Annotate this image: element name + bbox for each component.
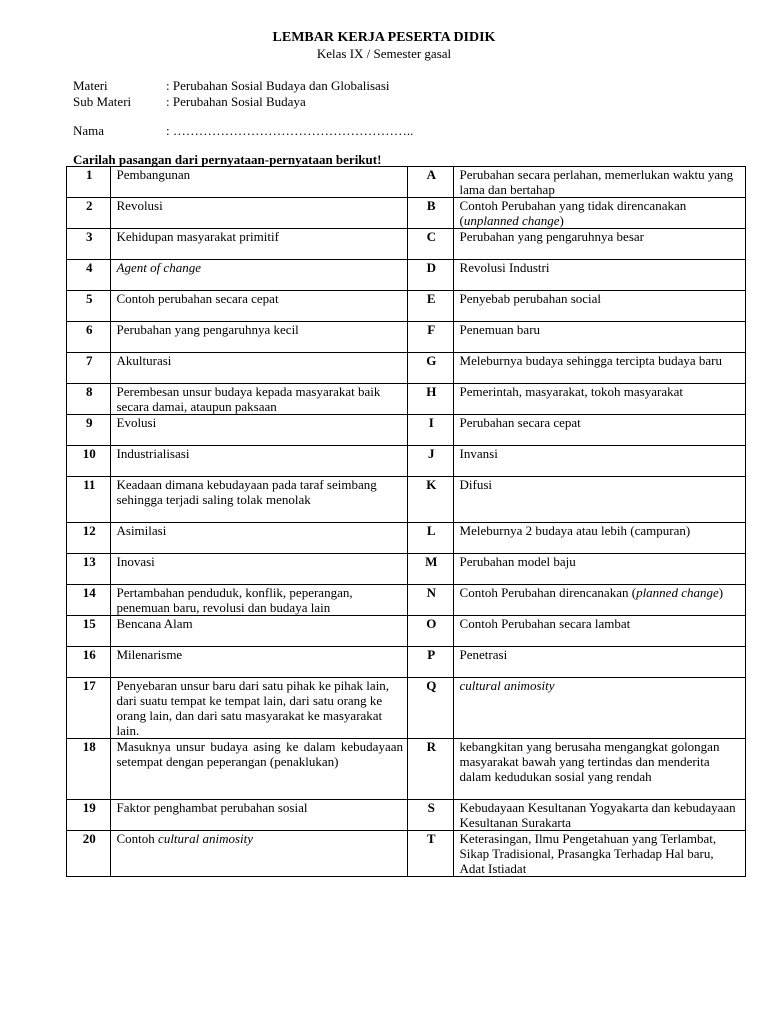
table-row [67,167,746,198]
statement-right-text: Contoh Perubahan direncanakan ( [459,585,637,600]
row-number: 15 [67,616,111,647]
statement-left: Akulturasi [110,353,408,384]
row-number: 9 [67,415,111,446]
table-row [67,739,746,800]
table-row [67,616,746,647]
materi-value: : Perubahan Sosial Budaya dan Globalisasi [166,78,390,93]
statement-right [453,678,745,739]
statement-right: Penemuan baru [453,322,745,353]
statement-left: Masuknya unsur budaya asing ke dalam kebudayaan setempat dengan peperangan (penaklukan) [110,739,408,800]
statement-right: Keterasingan, Ilmu Pengetahuan yang Terlambat, Sikap Tradisional, Prasangka Terhadap Hal baru, Adat Istiadat [453,831,745,877]
option-letter: G [408,353,454,384]
table-row [67,523,746,554]
option-letter: B [408,198,454,229]
row-number: 20 [67,831,111,877]
row-number: 7 [67,353,111,384]
table-row [67,585,746,616]
option-letter: D [408,260,454,291]
statement-left: Milenarisme [110,647,408,678]
statement-left: Industrialisasi [110,446,408,477]
row-number: 16 [67,647,111,678]
statement-right: Perubahan yang pengaruhnya besar [453,229,745,260]
nama-label: Nama [73,123,105,138]
row-number: 14 [67,585,111,616]
statement-left: Revolusi [110,198,408,229]
nama-field: : ……………………………………………….. [166,123,414,138]
table-row [67,322,746,353]
table-row [67,260,746,291]
option-letter: N [408,585,454,616]
worksheet-title: LEMBAR KERJA PESERTA DIDIK [272,30,496,45]
statement-left-italic: Agent of change [116,260,201,275]
statement-left: Evolusi [110,415,408,446]
statement-right-italic: unplanned change [463,213,560,228]
option-letter: K [408,477,454,523]
table-row [67,800,746,831]
option-letter: P [408,647,454,678]
statement-right-suffix: ) [559,213,564,228]
table-row [67,291,746,322]
row-number: 18 [67,739,111,800]
option-letter: R [408,739,454,800]
statement-right: Pemerintah, masyarakat, tokoh masyarakat [453,384,745,415]
option-letter: A [408,167,454,198]
row-number: 12 [67,523,111,554]
statement-left: Kehidupan masyarakat primitif [110,229,408,260]
option-letter: E [408,291,454,322]
statement-left: Asimilasi [110,523,408,554]
row-number: 8 [67,384,111,415]
statement-left: Perembesan unsur budaya kepada masyarakat baik secara damai, ataupun paksaan [110,384,408,415]
submateri-value: : Perubahan Sosial Budaya [166,94,306,109]
statement-left: Perubahan yang pengaruhnya kecil [110,322,408,353]
statement-right [453,585,745,616]
statement-right: Invansi [453,446,745,477]
row-number: 3 [67,229,111,260]
table-row [67,554,746,585]
statement-left-italic: cultural animosity [158,831,254,846]
table-row [67,831,746,877]
table-row [67,415,746,446]
row-number: 19 [67,800,111,831]
row-number: 6 [67,322,111,353]
statement-right: Meleburnya budaya sehingga tercipta budaya baru [453,353,745,384]
row-number: 1 [67,167,111,198]
statement-right: Meleburnya 2 budaya atau lebih (campuran) [453,523,745,554]
table-row [67,229,746,260]
statement-right: Perubahan model baju [453,554,745,585]
statement-left: Keadaan dimana kebudayaan pada taraf seimbang sehingga terjadi saling tolak menolak [110,477,408,523]
table-row [67,477,746,523]
statement-right: kebangkitan yang berusaha mengangkat golongan masyarakat bawah yang tertindas dan menderita dalam kedudukan sosial yang rendah [453,739,745,800]
statement-right: Perubahan secara cepat [453,415,745,446]
statement-right-italic: cultural animosity [459,678,555,693]
statement-right: Difusi [453,477,745,523]
option-letter: S [408,800,454,831]
statement-left: Faktor penghambat perubahan sosial [110,800,408,831]
statement-right: Perubahan secara perlahan, memerlukan waktu yang lama dan bertahap [453,167,745,198]
option-letter: O [408,616,454,647]
table-row [67,678,746,739]
row-number: 17 [67,678,111,739]
row-number: 10 [67,446,111,477]
submateri-label: Sub Materi [73,94,132,109]
statement-left: Contoh perubahan secara cepat [110,291,408,322]
statement-left [110,831,408,877]
option-letter: L [408,523,454,554]
table-row [67,353,746,384]
statement-left: Inovasi [110,554,408,585]
table-row [67,384,746,415]
option-letter: I [408,415,454,446]
statement-left: Penyebaran unsur baru dari satu pihak ke pihak lain, dari suatu tempat ke tempat lain, dari satu orang ke orang lain, dan dari satu masyarakat ke masyarakat lain. [110,678,408,739]
statement-left: Bencana Alam [110,616,408,647]
option-letter: Q [408,678,454,739]
row-number: 2 [67,198,111,229]
row-number: 13 [67,554,111,585]
statement-left [110,260,408,291]
matching-table [66,166,746,877]
option-letter: F [408,322,454,353]
statement-left-text: Contoh [116,831,159,846]
option-letter: C [408,229,454,260]
statement-right: Contoh Perubahan secara lambat [453,616,745,647]
row-number: 4 [67,260,111,291]
statement-right-suffix: ) [718,585,724,600]
option-letter: M [408,554,454,585]
statement-right-italic: planned change [636,585,719,600]
statement-right: Penetrasi [453,647,745,678]
table-row [67,446,746,477]
row-number: 5 [67,291,111,322]
row-number: 11 [67,477,111,523]
worksheet-subtitle: Kelas IX / Semester gasal [316,46,452,61]
table-row [67,198,746,229]
option-letter: J [408,446,454,477]
statement-left: Pembangunan [110,167,408,198]
statement-left: Pertambahan penduduk, konflik, peperangan, penemuan baru, revolusi dan budaya lain [110,585,408,616]
statement-right: Penyebab perubahan social [453,291,745,322]
statement-right-text: Contoh Perubahan yang tidak direncanakan ( [459,198,687,228]
instruction-text: Carilah pasangan dari pernyataan-pernyataan berikut! [73,152,382,167]
option-letter: T [408,831,454,877]
statement-right: Revolusi Industri [453,260,745,291]
statement-right: Kebudayaan Kesultanan Yogyakarta dan kebudayaan Kesultanan Surakarta [453,800,745,831]
materi-label: Materi [73,78,108,93]
table-row [67,647,746,678]
option-letter: H [408,384,454,415]
statement-right [453,198,745,229]
